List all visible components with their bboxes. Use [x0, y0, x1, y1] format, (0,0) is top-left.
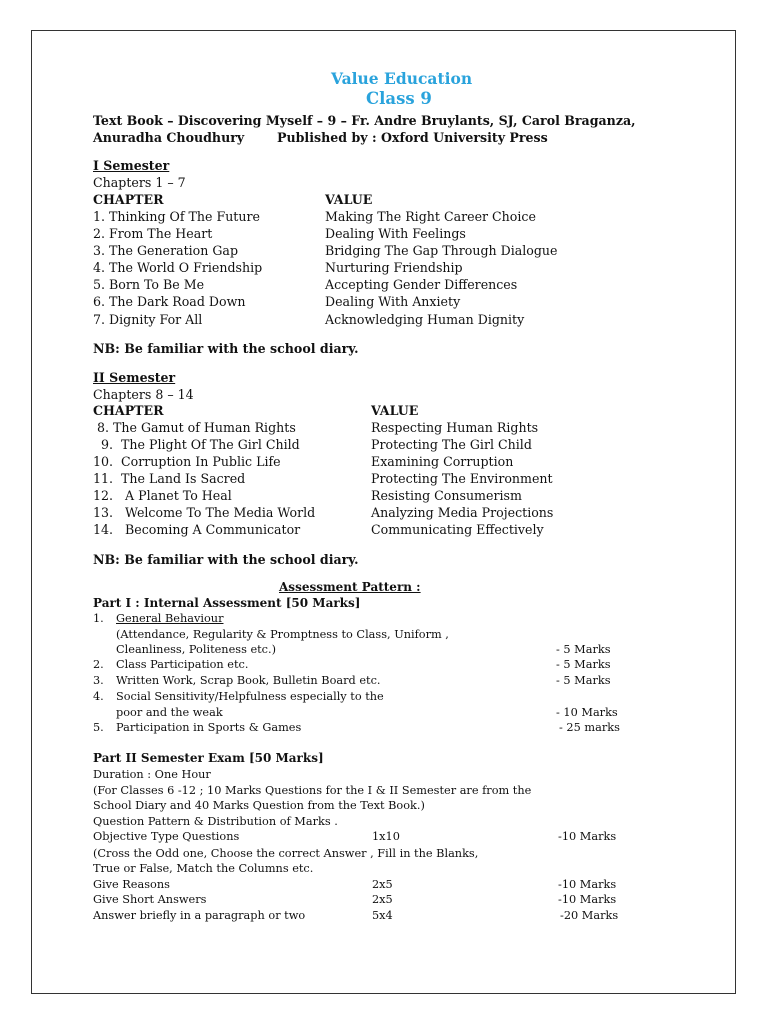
question-type: Answer briefly in a paragraph or two — [93, 909, 306, 922]
table-row — [93, 505, 693, 522]
part1-title: Part I : Internal Assessment [50 Marks] — [93, 596, 361, 610]
semester2-chapters-range: Chapters 8 – 14 — [93, 387, 194, 402]
question-type: Objective Type Questions — [93, 830, 240, 843]
value-cell: Dealing With Anxiety — [325, 294, 461, 309]
document-subtitle: Class 9 — [366, 89, 432, 108]
exam-note-line-1: (For Classes 6 -12 ; 10 Marks Questions for the I & II Semester are from the — [93, 784, 532, 797]
chapter-cell: 6. The Dark Road Down — [93, 294, 246, 309]
value-cell: Communicating Effectively — [371, 522, 544, 537]
semester1-heading: I Semester — [93, 158, 170, 173]
table-row — [93, 893, 633, 909]
textbook-publisher: Published by : Oxford University Press — [277, 130, 548, 145]
table-row — [93, 471, 693, 488]
item-detail: Cleanliness, Politeness etc.) — [116, 643, 277, 656]
value-cell: Acknowledging Human Dignity — [325, 312, 525, 327]
value-cell: Accepting Gender Differences — [325, 277, 518, 292]
item-number: 3. — [93, 674, 104, 687]
table-row — [93, 209, 693, 226]
semester1-col-value: VALUE — [325, 192, 373, 207]
chapter-cell: 7. Dignity For All — [93, 312, 203, 327]
semester2-note: NB: Be familiar with the school diary. — [93, 552, 359, 567]
assessment-heading: Assessment Pattern : — [279, 580, 421, 594]
semester1-col-chapter: CHAPTER — [93, 192, 164, 207]
question-pattern: 1x10 — [372, 830, 400, 843]
chapter-cell: 4. The World O Friendship — [93, 260, 263, 275]
exam-duration: Duration : One Hour — [93, 768, 211, 781]
chapter-cell: 12. A Planet To Heal — [93, 488, 232, 503]
textbook-line-1: Text Book – Discovering Myself – 9 – Fr. Andre Bruylants, SJ, Carol Braganza, — [93, 113, 636, 128]
item-label: General Behaviour — [116, 612, 224, 625]
chapter-cell: 8. The Gamut of Human Rights — [93, 420, 296, 435]
question-marks: -10 Marks — [558, 893, 617, 906]
value-cell: Making The Right Career Choice — [325, 209, 536, 224]
chapter-cell: 2. From The Heart — [93, 226, 213, 241]
chapter-cell: 3. The Generation Gap — [93, 243, 239, 258]
item-number: 2. — [93, 658, 104, 671]
item-marks: - 25 marks — [559, 721, 620, 734]
item-label: Written Work, Scrap Book, Bulletin Board etc. — [116, 674, 381, 687]
value-cell: Resisting Consumerism — [371, 488, 522, 503]
chapter-cell: 10. Corruption In Public Life — [93, 454, 281, 469]
item-detail: poor and the weak — [116, 706, 223, 719]
textbook-authors: Anuradha Choudhury — [93, 130, 245, 145]
value-cell: Protecting The Environment — [371, 471, 553, 486]
table-row — [93, 437, 693, 454]
table-row — [93, 226, 693, 243]
list-item — [93, 658, 653, 674]
value-cell: Nurturing Friendship — [325, 260, 463, 275]
question-pattern: 5x4 — [372, 909, 393, 922]
table-row — [93, 243, 693, 260]
semester1-chapters-range: Chapters 1 – 7 — [93, 175, 186, 190]
item-number: 4. — [93, 690, 104, 703]
item-label: Social Sensitivity/Helpfulness especially to the — [116, 690, 384, 703]
item-label: Class Participation etc. — [116, 658, 249, 671]
item-marks: - 5 Marks — [556, 658, 611, 671]
table-row — [93, 878, 633, 894]
chapter-cell: 1. Thinking Of The Future — [93, 209, 260, 224]
item-marks: - 5 Marks — [556, 643, 611, 656]
semester2-col-value: VALUE — [371, 403, 419, 418]
item-number: 5. — [93, 721, 104, 734]
item-marks: - 10 Marks — [556, 706, 618, 719]
table-row — [93, 312, 693, 329]
chapter-cell: 13. Welcome To The Media World — [93, 505, 316, 520]
chapter-cell: 14. Becoming A Communicator — [93, 522, 301, 537]
table-row — [93, 522, 693, 539]
objective-detail-line-2: True or False, Match the Columns etc. — [93, 862, 314, 875]
value-cell: Analyzing Media Projections — [371, 505, 554, 520]
list-item — [93, 690, 653, 722]
item-detail: (Attendance, Regularity & Promptness to Class, Uniform , — [116, 628, 449, 641]
exam-note-line-2: School Diary and 40 Marks Question from the Text Book.) — [93, 799, 425, 812]
question-marks: -10 Marks — [558, 830, 617, 843]
chapter-cell: 11. The Land Is Sacred — [93, 471, 246, 486]
part2-title: Part II Semester Exam [50 Marks] — [93, 751, 324, 765]
chapter-cell: 5. Born To Be Me — [93, 277, 205, 292]
table-row — [93, 294, 693, 311]
list-item — [93, 612, 653, 660]
item-marks: - 5 Marks — [556, 674, 611, 687]
chapter-cell: 9. The Plight Of The Girl Child — [93, 437, 300, 452]
semester2-heading: II Semester — [93, 370, 176, 385]
question-type: Give Short Answers — [93, 893, 207, 906]
table-row — [93, 454, 693, 471]
value-cell: Protecting The Girl Child — [371, 437, 532, 452]
question-marks: -10 Marks — [558, 878, 617, 891]
value-cell: Dealing With Feelings — [325, 226, 466, 241]
question-marks: -20 Marks — [560, 909, 619, 922]
table-row — [93, 909, 633, 925]
question-pattern-heading: Question Pattern & Distribution of Marks . — [93, 815, 338, 828]
question-type: Give Reasons — [93, 878, 170, 891]
objective-detail-line-1: (Cross the Odd one, Choose the correct Answer , Fill in the Blanks, — [93, 847, 479, 860]
table-row — [93, 488, 693, 505]
value-cell: Examining Corruption — [371, 454, 514, 469]
item-label: Participation in Sports & Games — [116, 721, 302, 734]
document-title: Value Education — [331, 69, 473, 88]
semester1-note: NB: Be familiar with the school diary. — [93, 341, 359, 356]
table-row — [93, 420, 693, 437]
list-item — [93, 721, 653, 737]
value-cell: Respecting Human Rights — [371, 420, 539, 435]
semester2-col-chapter: CHAPTER — [93, 403, 164, 418]
question-pattern: 2x5 — [372, 893, 393, 906]
question-pattern: 2x5 — [372, 878, 393, 891]
value-cell: Bridging The Gap Through Dialogue — [325, 243, 558, 258]
table-row — [93, 830, 633, 846]
table-row — [93, 260, 693, 277]
item-number: 1. — [93, 612, 104, 625]
table-row — [93, 277, 693, 294]
list-item — [93, 674, 653, 690]
